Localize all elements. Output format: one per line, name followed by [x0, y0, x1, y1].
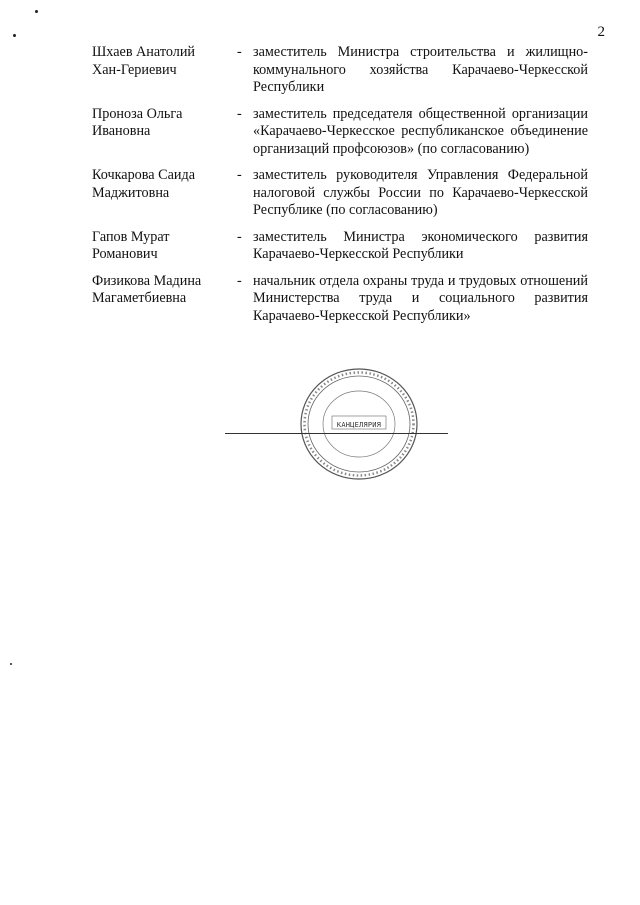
scan-speck: [10, 663, 12, 665]
member-name: Гапов Мурат Романович: [92, 228, 170, 262]
member-role: заместитель руководителя Управления Федеральной налоговой службы России по Карачаево-Черкесской Республике (по согласованию): [253, 167, 588, 218]
signature-line: [225, 433, 448, 434]
member-entry: [92, 273, 588, 326]
seal-block: [225, 360, 450, 480]
dash-separator: -: [237, 272, 242, 289]
member-role: заместитель председателя общественной организации «Карачаево-Черкесское республиканское объединение организаций профсоюзов» (по согласованию): [253, 105, 588, 157]
member-entry: [92, 44, 588, 97]
member-role: заместитель Министра строительства и жилищно-коммунального хозяйства Карачаево-Черкесской Республики: [253, 44, 588, 95]
member-role: начальник отдела охраны труда и трудовых отношений Министерства труда и социального развития Карачаево-Черкесской Республики»: [253, 272, 588, 324]
dash-separator: -: [237, 228, 242, 245]
member-entry: [92, 229, 588, 264]
member-name: Проноза Ольга Ивановна: [92, 105, 183, 139]
scan-speck: [35, 10, 38, 13]
dash-separator: -: [237, 44, 242, 60]
member-entry: [92, 106, 588, 159]
member-list: [92, 44, 588, 334]
member-name: Физикова Мадина Магаметбиевна: [92, 272, 202, 306]
member-name: Кочкарова Саида Маджитовна: [92, 167, 196, 201]
scan-speck: [13, 34, 16, 37]
seal-center-text: КАНЦЕЛЯРИЯ: [336, 421, 382, 429]
dash-separator: -: [237, 105, 242, 122]
member-role: заместитель Министра экономического развития Карачаево-Черкесской Республики: [253, 228, 588, 262]
dash-separator: -: [237, 167, 242, 183]
page-number: 2: [597, 24, 605, 40]
member-name: Шхаев Анатолий Хан-Гериевич: [92, 44, 196, 78]
member-entry: [92, 167, 588, 220]
